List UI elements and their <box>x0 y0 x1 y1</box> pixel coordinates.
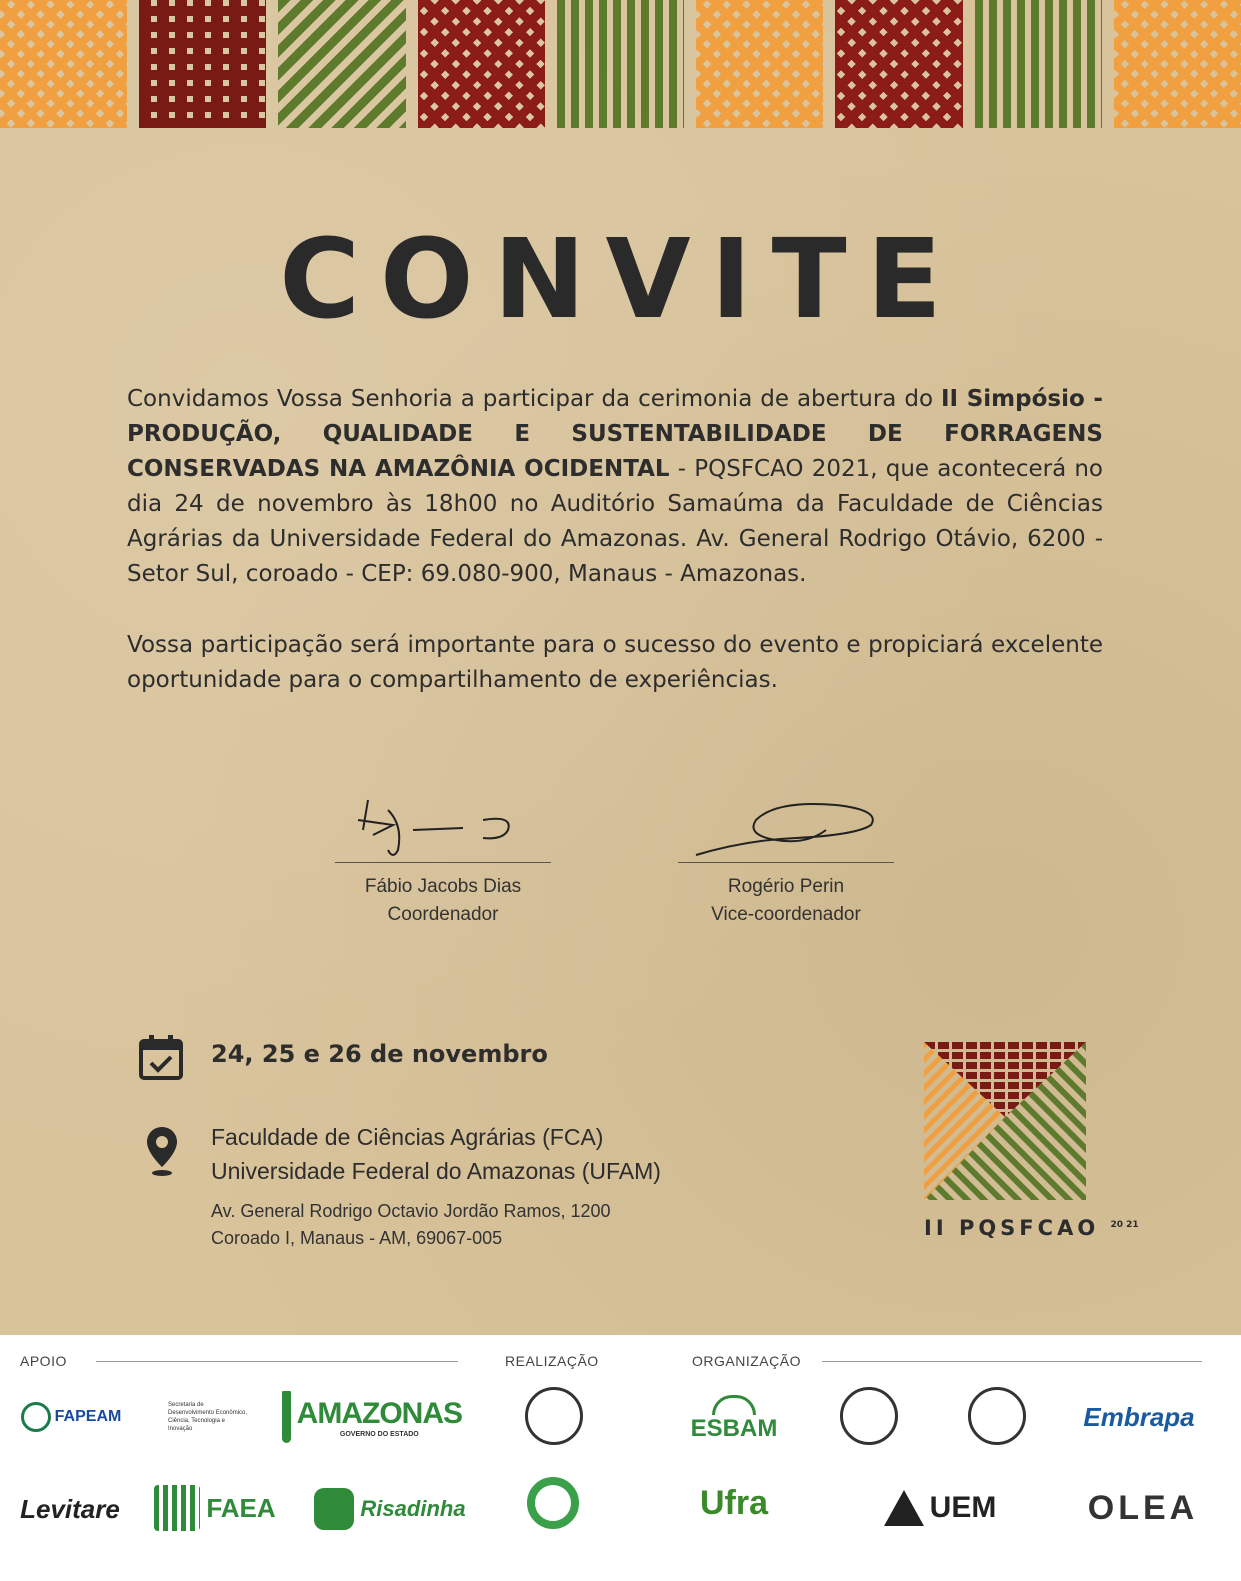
uem-logo: UEM <box>878 1483 1002 1533</box>
section-divider <box>822 1361 1202 1362</box>
fapeam-emblem-icon <box>21 1402 51 1432</box>
signature-line <box>678 862 894 863</box>
invitation-title: CONVITE <box>279 215 962 343</box>
venue-line: Faculdade de Ciências Agrárias (FCA) <box>211 1124 604 1150</box>
signer-name: Rogério Perin <box>727 876 845 897</box>
handwritten-signature <box>686 790 886 860</box>
signature-block-vice-coordinator <box>678 790 894 929</box>
apoio-label: APOIO <box>20 1353 67 1369</box>
amazonas-government-logo: AMAZONAS GOVERNO DO ESTADO <box>282 1387 462 1447</box>
event-address <box>211 1198 611 1252</box>
faea-logo: FAEA <box>150 1483 280 1533</box>
paragraph-text: Convidamos Vossa Senhoria a participar da cerimonia de abertura do <box>127 386 941 412</box>
signer-role: Coordenador <box>387 904 499 925</box>
paragraph-text: - PQSFCAO 2021, que acontecerá no dia 24 de novembro às 18h00 no Auditório Samaúma da Faculdade de Ciências Agrárias da Universidade Federal do Amazonas. Av. General Rodrigo Otávio, 6200 - Setor Sul, coroado - CEP: 69.080-900, Manaus - Amazonas. <box>127 456 1103 587</box>
esbam-book-icon <box>712 1395 756 1415</box>
orange-chevron-pattern <box>696 0 823 128</box>
secti-logo: Secretaria de Desenvolvimento Econômico, Ciência, Tecnologia e Inovação <box>168 1402 248 1432</box>
fca-emblem-icon <box>527 1477 579 1529</box>
red-weave-pattern <box>418 0 545 128</box>
participation-paragraph: Vossa participação será importante para o sucesso do evento e propiciará excelente oportunidade para o compartilhamento de experiências. <box>127 632 1103 693</box>
organization-seal-icon <box>968 1387 1026 1445</box>
ufam-seal-icon <box>525 1387 583 1445</box>
realizacao-label: REALIZAÇÃO <box>505 1353 599 1369</box>
event-logo <box>924 1042 1086 1200</box>
green-diagonal-pattern <box>278 0 405 128</box>
uem-emblem-icon <box>884 1490 924 1526</box>
decorative-pattern-band <box>0 0 1241 132</box>
venue-line: Universidade Federal do Amazonas (UFAM) <box>211 1158 661 1184</box>
organizacao-label: ORGANIZAÇÃO <box>692 1353 801 1369</box>
event-brand <box>924 1216 1139 1240</box>
address-line: Coroado I, Manaus - AM, 69067-005 <box>211 1228 503 1248</box>
ufra-logo: Ufra <box>699 1483 769 1522</box>
signer-name: Fábio Jacobs Dias <box>364 876 522 897</box>
risadinha-logo: Risadinha <box>312 1485 468 1533</box>
event-brand-name: II PQSFCAO <box>924 1216 1100 1240</box>
faea-emblem-icon <box>154 1485 200 1531</box>
symposium-name: II Simpósio - PRODUÇÃO, QUALIDADE E SUSTENTABILIDADE DE FORRAGENS CONSERVADAS NA AMAZÔNIA OCIDENTAL <box>127 386 1103 482</box>
signature-block-coordinator <box>335 790 551 929</box>
organization-seal-icon <box>840 1387 898 1445</box>
sponsors-footer <box>0 1335 1241 1581</box>
red-weave-pattern <box>835 0 962 128</box>
address-line: Av. General Rodrigo Octavio Jordão Ramos, 1200 <box>211 1201 611 1221</box>
event-brand-year: 20 21 <box>1110 1220 1139 1230</box>
orange-chevron-pattern <box>1114 0 1241 128</box>
calendar-icon <box>138 1033 184 1081</box>
levitare-logo: Levitare <box>20 1493 120 1524</box>
handwritten-signature <box>343 790 543 860</box>
event-venue <box>211 1120 661 1188</box>
location-pin-icon <box>145 1125 179 1177</box>
orange-chevron-pattern <box>0 0 127 128</box>
amazonas-crest-icon <box>282 1391 291 1443</box>
signer-role: Vice-coordenador <box>711 904 861 925</box>
green-vertical-pattern <box>557 0 684 128</box>
embrapa-logo: Embrapa <box>1083 1401 1195 1432</box>
invitation-paragraph <box>127 382 1103 592</box>
olea-logo: OLEA <box>1087 1488 1199 1527</box>
fca-logo <box>524 1471 582 1535</box>
signature-line <box>335 862 551 863</box>
green-vertical-pattern <box>975 0 1102 128</box>
red-brick-pattern <box>139 0 266 128</box>
fapeam-logo: FAPEAM <box>16 1397 126 1437</box>
event-dates: 24, 25 e 26 de novembro <box>211 1040 548 1068</box>
section-divider <box>96 1361 458 1362</box>
risadinha-emblem-icon <box>314 1488 354 1530</box>
esbam-logo: ESBAM <box>684 1390 784 1448</box>
